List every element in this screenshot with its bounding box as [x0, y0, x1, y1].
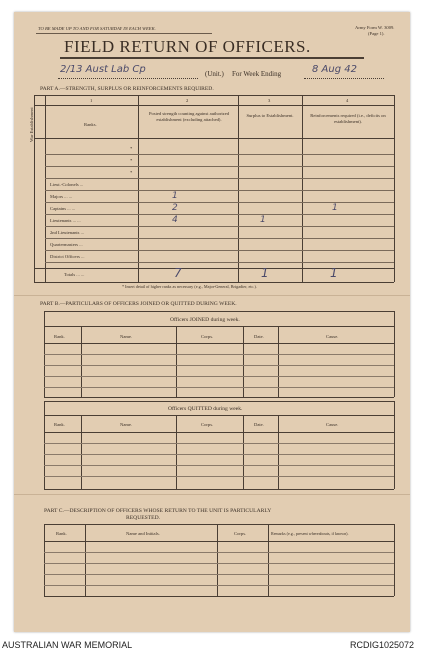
grid-line — [44, 326, 394, 327]
title-underline — [60, 57, 364, 59]
column-number: 4 — [346, 98, 349, 103]
reinforcements-header: Reinforcements required (i.e., deficits on establishment). — [310, 113, 386, 124]
part-c-title: PART C.—DESCRIPTION OF OFFICERS WHOSE RETURN TO THE UNIT IS PARTICULARLY — [44, 508, 272, 514]
part-a-title: PART A.—STRENGTH, SURPLUS OR REINFORCEMENTS REQUIRED. — [40, 86, 214, 92]
col-rank: Rank. — [56, 531, 67, 536]
row-rule — [45, 250, 394, 251]
grid-line — [278, 415, 279, 489]
col-cause: Cause. — [326, 422, 339, 427]
archive-reference: RCDIG1025072 — [350, 640, 415, 650]
row-rule — [45, 202, 394, 203]
grid-line — [44, 541, 394, 542]
row-rule — [45, 262, 394, 263]
archive-name: AUSTRALIAN WAR MEMORIAL — [2, 640, 133, 650]
part-a-footnote: * Insert detail of higher ranks as necessary (e.g., Major-General, Brigadier, etc.). — [122, 284, 257, 289]
total-posted: 7 — [174, 266, 182, 280]
rank-label: Quartermasters ... — [50, 242, 83, 247]
grid-line — [34, 105, 394, 106]
grid-line — [34, 95, 35, 282]
table-row — [44, 365, 394, 366]
grid-line — [176, 415, 177, 489]
column-number: 2 — [186, 98, 189, 103]
table-row — [44, 552, 394, 553]
table-row — [44, 476, 394, 477]
week-dotted-line — [304, 78, 384, 79]
column-number: 1 — [90, 98, 93, 103]
part-b-title: PART B.—PARTICULARS OF OFFICERS JOINED OR QUITTED DURING WEEK. — [40, 301, 237, 307]
row-rule — [45, 190, 394, 191]
table-row — [44, 443, 394, 444]
posted-value: 1 — [172, 191, 178, 201]
rank-label: * — [130, 146, 133, 151]
col-name: Name. — [120, 334, 133, 339]
surplus-header: Surplus to Establishment. — [246, 113, 294, 118]
grid-line — [394, 401, 395, 489]
table-row — [44, 585, 394, 586]
page-number: (Page 1). — [368, 31, 385, 36]
table-row — [44, 376, 394, 377]
posted-strength-header: Posted strength counting against authorized establishment (excluding attached). — [148, 111, 230, 122]
column-number: 3 — [268, 98, 271, 103]
table-row — [44, 465, 394, 466]
row-rule — [45, 166, 394, 167]
col-corps: Corps. — [234, 531, 247, 536]
grid-line — [394, 95, 395, 282]
grid-line — [34, 268, 394, 269]
joined-title: Officers JOINED during week. — [170, 317, 240, 323]
surplus-value: 1 — [260, 215, 266, 225]
grid-line — [44, 311, 394, 312]
grid-line — [238, 95, 239, 282]
col-date: Date. — [254, 334, 264, 339]
grid-line — [44, 415, 394, 416]
col-remarks: Remarks (e.g., present whereabouts, if known). — [271, 531, 349, 536]
grid-line — [44, 397, 394, 398]
grid-line — [44, 489, 394, 490]
col-date: Date. — [254, 422, 264, 427]
ranks-header: Ranks. — [84, 122, 97, 127]
grid-line — [138, 95, 139, 282]
col-rank: Rank. — [54, 422, 65, 427]
header-rule — [36, 33, 212, 34]
rank-label: Lieutenants ... ... — [50, 218, 81, 223]
col-cause: Cause. — [326, 334, 339, 339]
unit-label: (Unit.) — [205, 70, 224, 78]
form-title: FIELD RETURN OF OFFICERS. — [64, 37, 311, 56]
grid-line — [81, 415, 82, 489]
war-establishment-label: War Establishment — [29, 107, 34, 142]
week-entry: 8 Aug 42 — [312, 64, 357, 75]
total-reinforcements: 1 — [330, 266, 338, 280]
rank-label: * — [130, 158, 133, 163]
col-rank: Rank. — [54, 334, 65, 339]
grid-line — [34, 138, 394, 139]
week-label: For Week Ending — [232, 70, 282, 78]
grid-line — [44, 596, 394, 597]
grid-line — [394, 311, 395, 397]
fold-line — [14, 494, 410, 495]
table-row — [44, 454, 394, 455]
posted-value: 4 — [172, 215, 178, 225]
grid-line — [44, 524, 394, 525]
form-sheet — [14, 12, 410, 632]
table-row — [44, 574, 394, 575]
col-name: Name. — [120, 422, 133, 427]
table-row — [44, 563, 394, 564]
rank-label: Majors ... ... — [50, 194, 73, 199]
grid-line — [44, 343, 394, 344]
quitted-title: Officers QUITTED during week. — [168, 406, 243, 412]
unit-entry: 2/13 Aust Lab Cp — [60, 64, 146, 75]
table-row — [44, 354, 394, 355]
grid-line — [34, 282, 394, 283]
rank-label: Lieut.-Colonels ... — [50, 182, 84, 187]
rank-label: District Officers ... — [50, 254, 85, 259]
grid-line — [45, 95, 46, 282]
form-number: Army Form W. 3009. — [355, 25, 395, 30]
reinf-value: 1 — [332, 203, 338, 213]
row-rule — [45, 214, 394, 215]
row-rule — [45, 178, 394, 179]
grid-line — [243, 415, 244, 489]
row-rule — [45, 154, 394, 155]
col-corps: Corps. — [201, 334, 214, 339]
posted-value: 2 — [172, 203, 178, 213]
row-rule — [45, 238, 394, 239]
archive-footer — [0, 636, 423, 654]
fold-line — [14, 295, 410, 296]
grid-line — [394, 524, 395, 596]
table-row — [44, 387, 394, 388]
col-name-initials: Name and Initials. — [126, 531, 160, 536]
part-c-title-cont: REQUESTED. — [126, 515, 161, 521]
rank-label: Captains ... ... — [50, 206, 76, 211]
grid-line — [34, 95, 394, 96]
total-surplus: 1 — [261, 266, 269, 280]
grid-line — [302, 95, 303, 282]
unit-dotted-line — [58, 78, 198, 80]
rank-label: 2nd Lieutenants ... — [50, 230, 85, 235]
row-rule — [45, 226, 394, 227]
grid-line — [44, 401, 394, 402]
grid-line — [44, 432, 394, 433]
totals-label: Totals ... ... — [64, 272, 85, 277]
rank-label: * — [130, 170, 133, 175]
col-corps: Corps. — [201, 422, 214, 427]
header-note: TO BE MADE UP TO AND FOR SATURDAY IN EACH WEEK. — [38, 26, 156, 31]
